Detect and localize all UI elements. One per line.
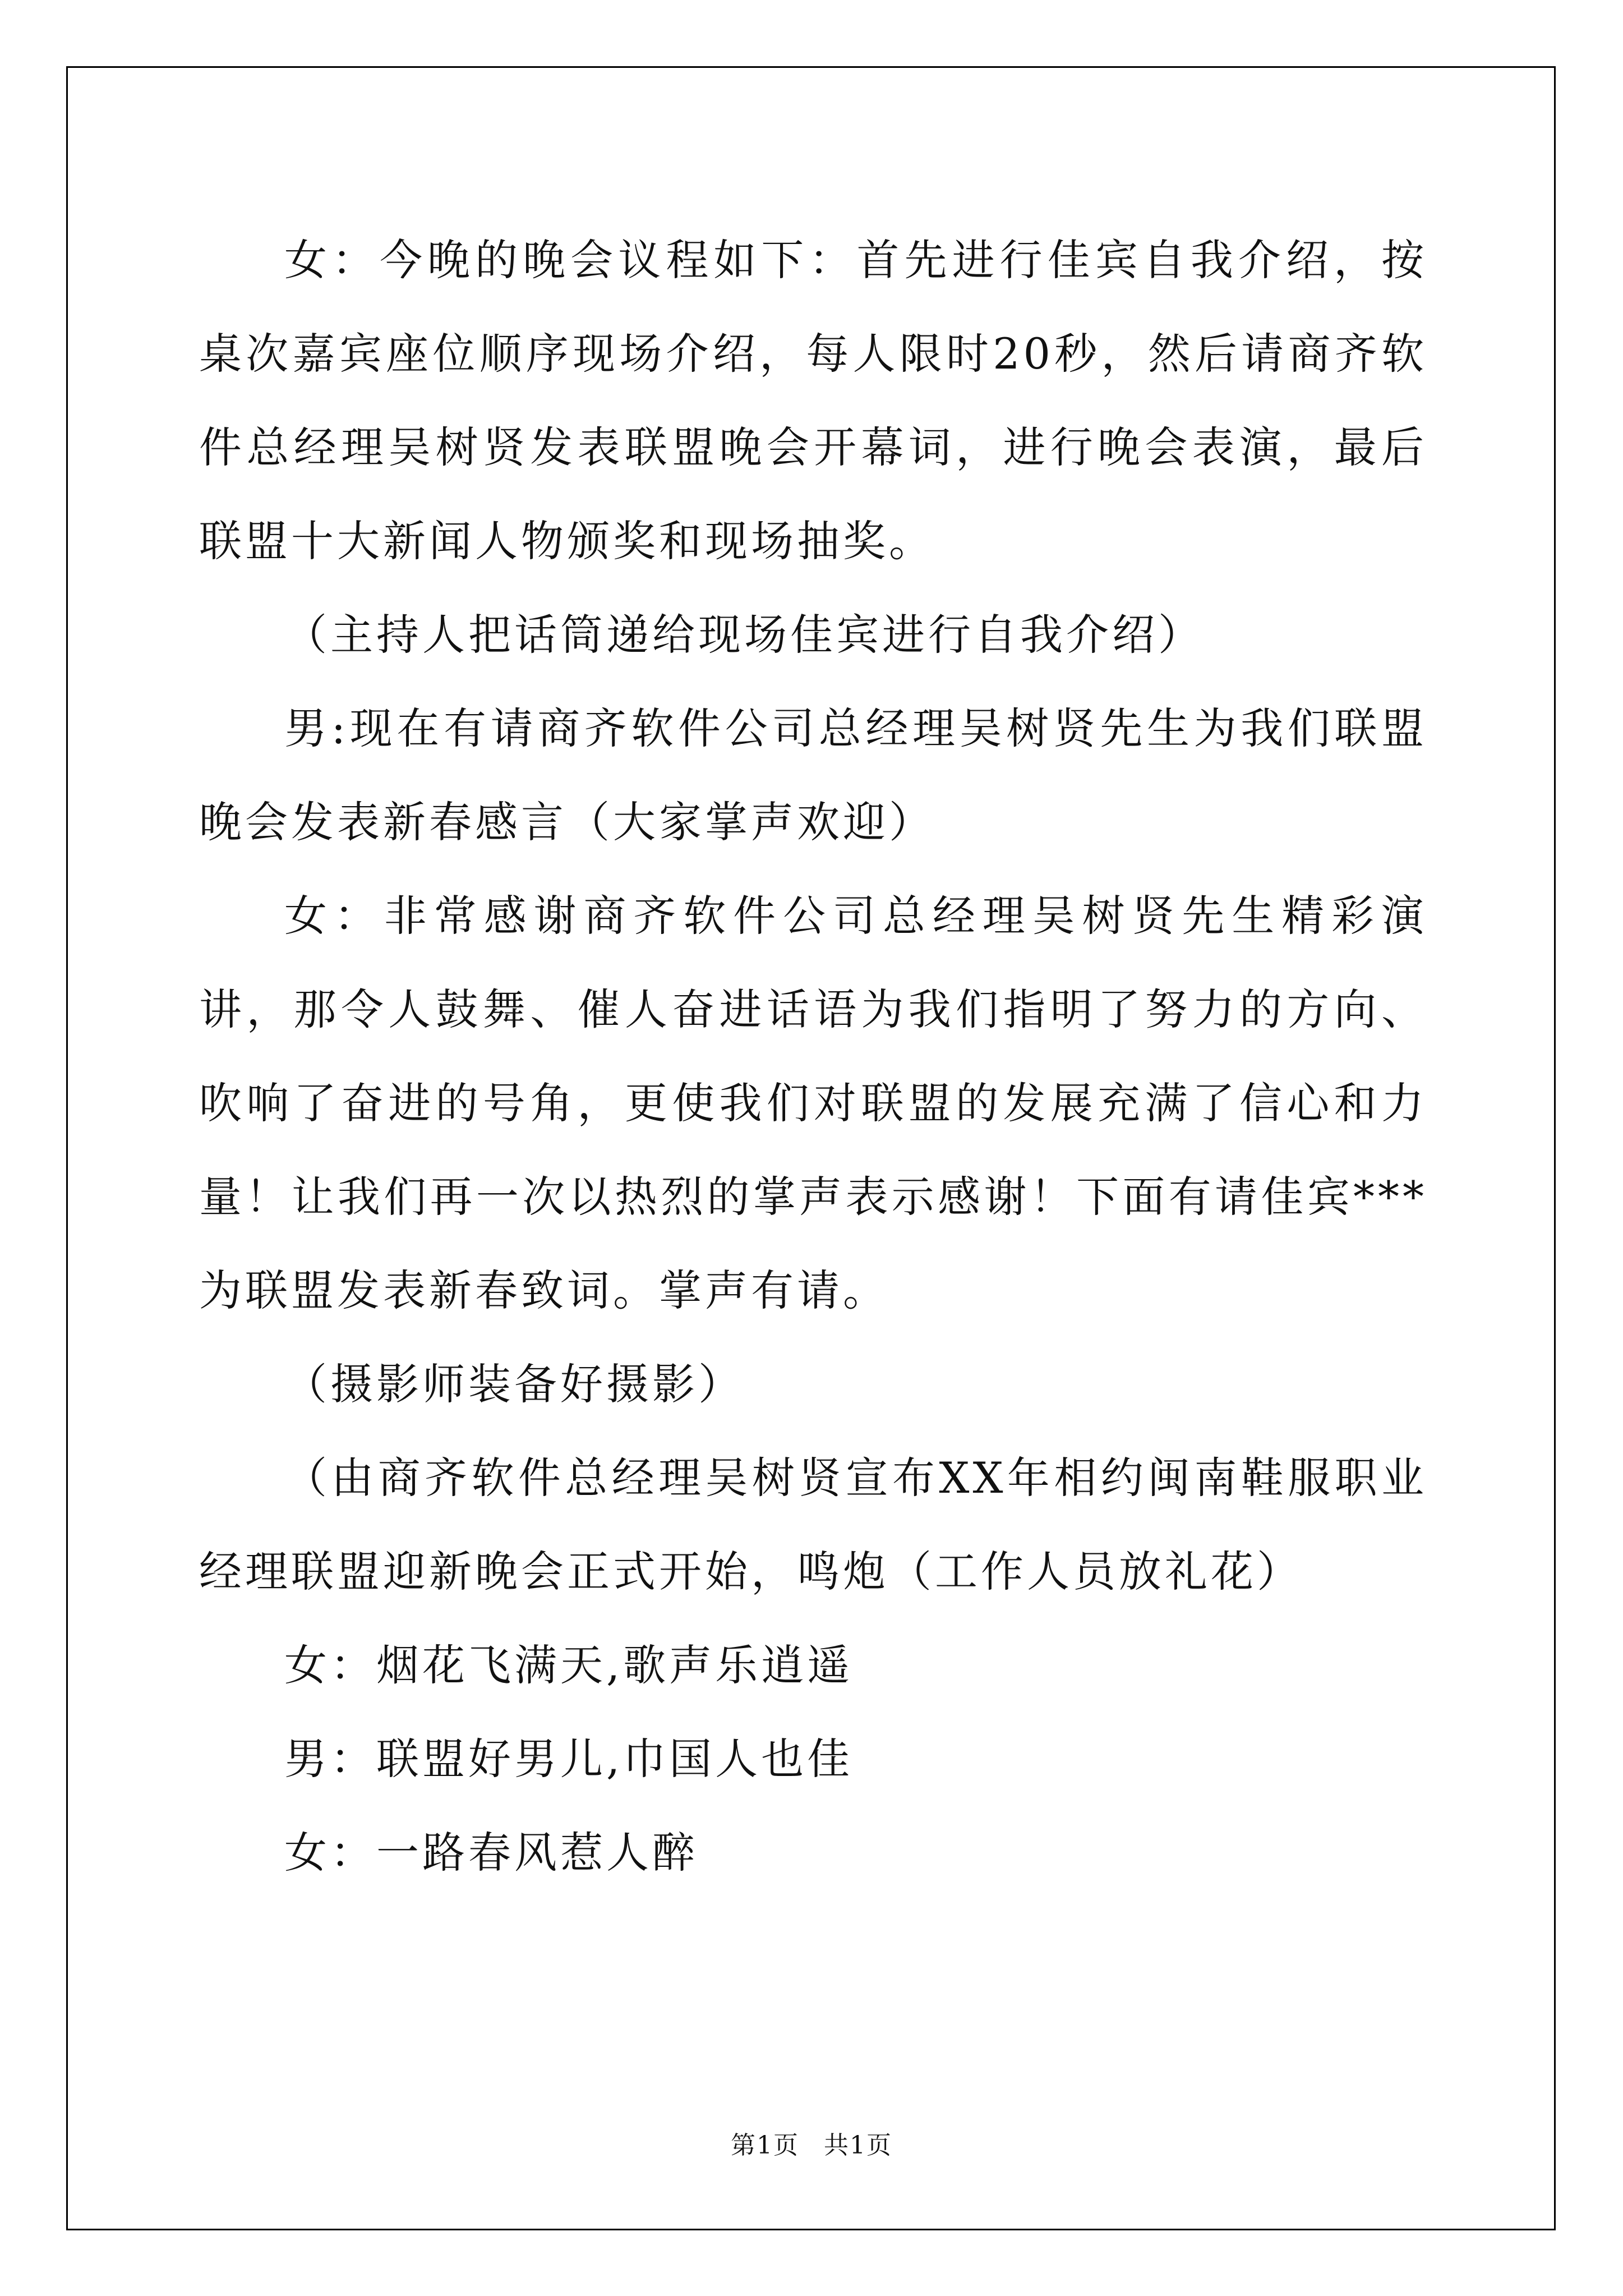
page-footer xyxy=(0,2125,1623,2161)
paragraph-female-thanks: 女：非常感谢商齐软件公司总经理吴树贤先生精彩演讲，那令人鼓舞、催人奋进话语为我们指明了努力的方向、吹响了奋进的号角，更使我们对联盟的发展充满了信心和力量！让我们再一次以热烈的掌声表示感谢！下面有请佳宾***为联盟发表新春致词。掌声有请。 xyxy=(199,891,1427,1315)
paragraph-agenda: 女：今晚的晚会议程如下：首先进行佳宾自我介绍，按桌次嘉宾座位顺序现场介绍，每人限时20秒，然后请商齐软件总经理吴树贤发表联盟晚会开幕词，进行晚会表演，最后联盟十大新闻人物颁奖和现场抽奖。 xyxy=(199,235,1427,566)
page-number-total: 共1页 xyxy=(824,2131,892,2160)
paragraph-female-fireworks: 女：烟花飞满天,歌声乐逍遥 xyxy=(284,1640,854,1690)
paragraph-male-alliance: 男：联盟好男儿,巾国人也佳 xyxy=(284,1734,854,1784)
paragraph-female-spring: 女：一路春风惹人醉 xyxy=(284,1828,698,1878)
paragraph-male-invites-speech: 男:现在有请商齐软件公司总经理吴树贤先生为我们联盟晚会发表新春感言（大家掌声欢迎） xyxy=(199,703,1427,847)
paragraph-photographer: （摄影师装备好摄影） xyxy=(284,1359,744,1409)
paragraph-host-passes-mic: （主持人把话筒递给现场佳宾进行自我介绍） xyxy=(284,610,1204,660)
paragraph-opening-announcement: （由商齐软件总经理吴树贤宣布XX年相约闽南鞋服职业经理联盟迎新晚会正式开始，鸣炮（工作人员放礼花） xyxy=(199,1453,1427,1596)
document-body xyxy=(199,213,1427,1899)
page-number-current: 第1页 xyxy=(731,2131,799,2160)
